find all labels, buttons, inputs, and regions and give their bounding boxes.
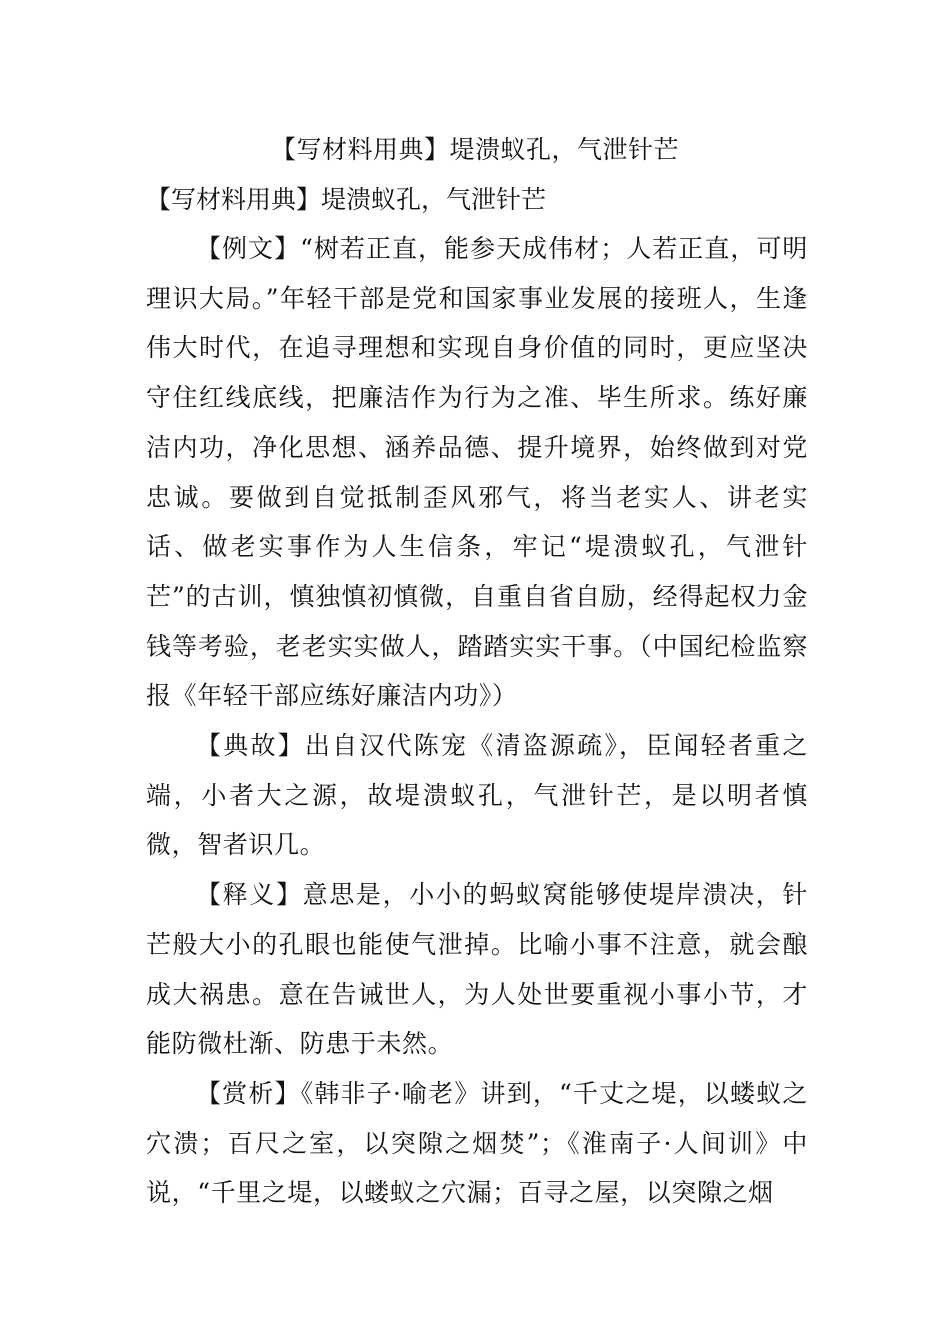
paragraph-allusion: 【典故】出自汉代陈宠《清盗源疏》，臣闻轻者重之端，小者大之源，故堤溃蚁孔，气泄针芒，是以明者慎微，智者识几。 bbox=[146, 731, 808, 860]
paragraph-meaning: 【释义】意思是，小小的蚂蚁窝能够使堤岸溃决，针芒般大小的孔眼也能使气泄掉。比喻小事不注意，就会酿成大祸患。意在告诫世人，为人处世要重视小事小节，才能防微杜渐、防患于未然。 bbox=[146, 880, 808, 1059]
paragraph-appreciation: 【赏析】《韩非子·喻老》讲到，“千丈之堤，以蝼蚁之穴溃；百尺之室，以突隙之烟焚”；《淮南子·人间训》中说，“千里之堤，以蝼蚁之穴漏；百寻之屋，以突隙之烟 bbox=[146, 1078, 808, 1208]
document-subtitle: 【写材料用典】堤溃蚁孔，气泄针芒 bbox=[146, 185, 547, 214]
document-title: 【写材料用典】堤溃蚁孔，气泄针芒 bbox=[270, 135, 679, 164]
paragraph-example: 【例文】“树若正直，能参天成伟材；人若正直，可明理识大局。”年轻干部是党和国家事业发展的接班人，生逢伟大时代，在追寻理想和实现自身价值的同时，更应坚决守住红线底线，把廉洁作为行为之准、毕生所求。练好廉洁内功，净化思想、涵养品德、提升境界，始终做到对党忠诚。要做到自觉抵制歪风邪气，将当老实人、讲老实话、做老实事作为人生信条，牢记“堤溃蚁孔，气泄针芒”的古训，慎独慎初慎微，自重自省自励，经得起权力金钱等考验，老老实实做人，踏踏实实干事。（中国纪检监察报《年轻干部应练好廉洁内功》） bbox=[146, 234, 808, 711]
document-body bbox=[146, 176, 808, 1218]
